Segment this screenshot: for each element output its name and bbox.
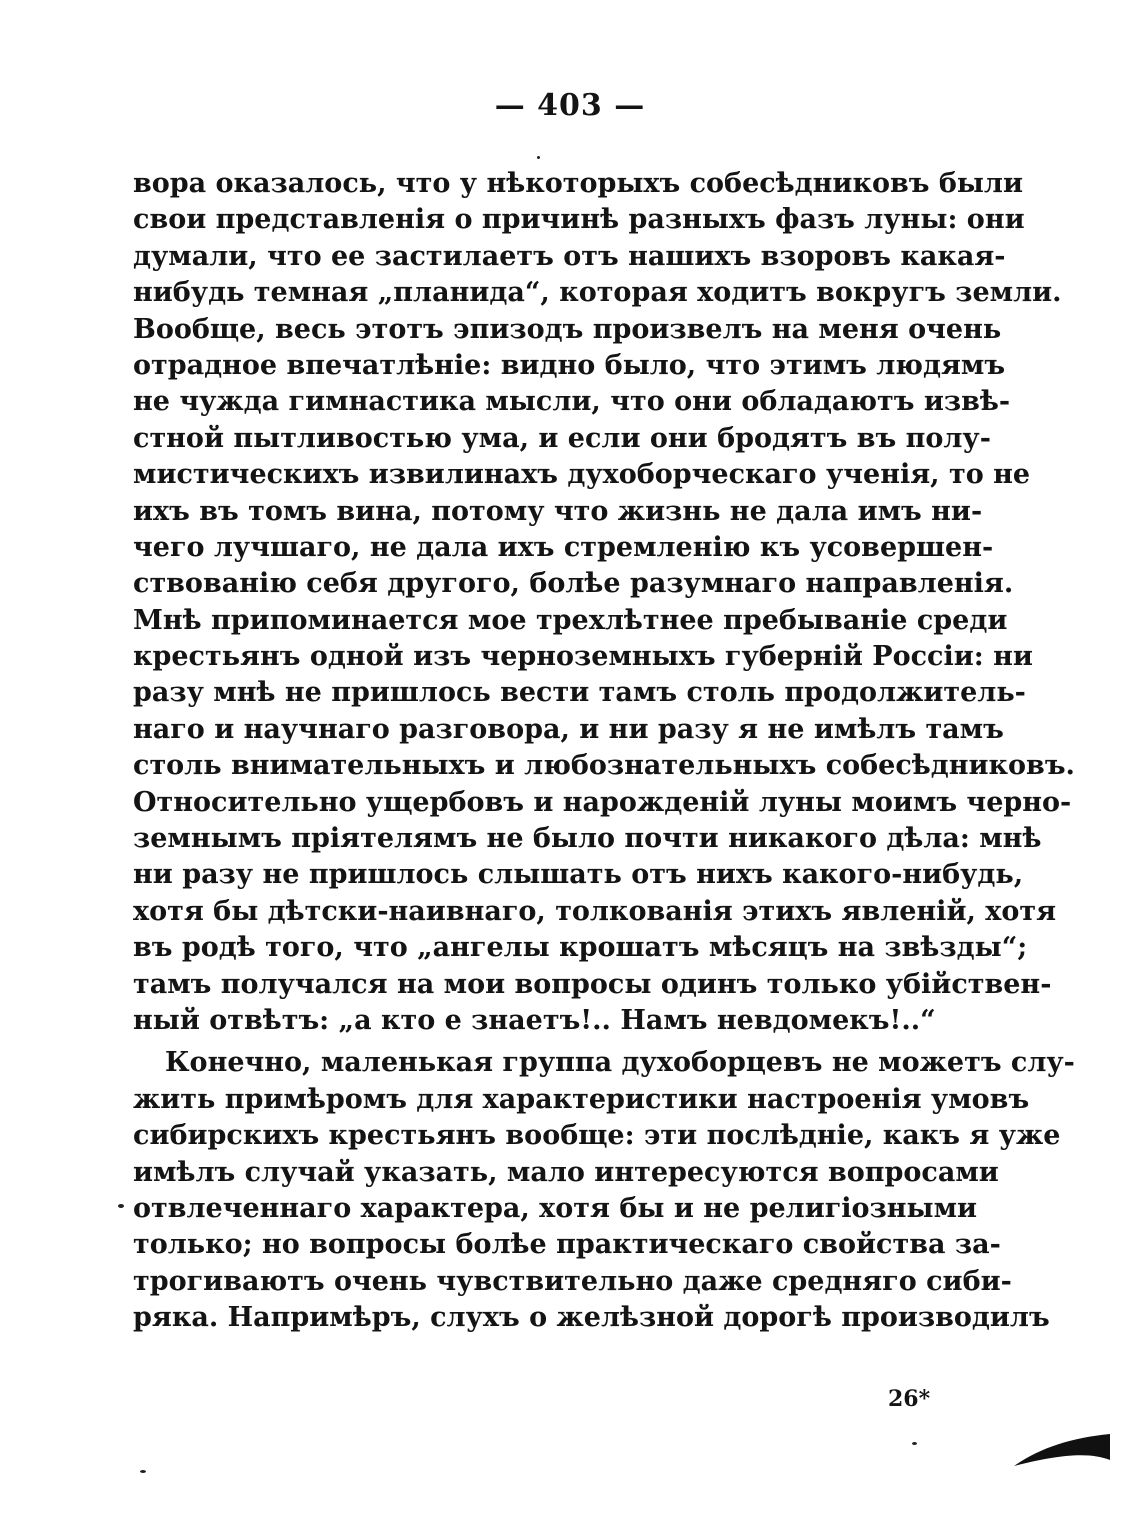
text-line: чего лучшаго, не дала ихъ стремленію къ усовершен- [133, 531, 994, 563]
text-line: ный отвѣтъ: „а кто е знаетъ!.. Намъ невдомекъ!..“ [133, 1004, 936, 1036]
page-curl-shadow [1010, 1420, 1120, 1480]
text-line: отвлеченнаго характера, хотя бы и не религіозными [133, 1192, 978, 1224]
paragraph [133, 166, 1075, 1039]
text-line: вора оказалось, что у нѣкоторыхъ собесѣдниковъ были [133, 168, 1023, 199]
text-line: нибудь темная „планида“, которая ходитъ вокругъ земли. [133, 277, 1062, 309]
body-text [133, 166, 1075, 1337]
text-line: ихъ въ томъ вина, потому что жизнь не дала имъ ни- [133, 495, 983, 527]
text-line: ствованію себя другого, болѣе разумнаго направленія. [133, 568, 1014, 600]
text-line: сибирскихъ крестьянъ вообще: эти послѣдніе, какъ я уже [133, 1120, 1061, 1152]
text-line: ряка. Напримѣръ, слухъ о желѣзной дорогѣ производилъ [133, 1302, 1050, 1334]
text-line: крестьянъ одной изъ черноземныхъ губерній Россіи: ни [133, 641, 1033, 673]
page-number: — 403 — [494, 88, 646, 123]
text-line: Мнѣ припоминается мое трехлѣтнее пребываніе среди [133, 604, 1008, 636]
text-line: отрадное впечатлѣніе: видно было, что этимъ людямъ [133, 349, 1006, 381]
text-line: трогиваютъ очень чувствительно даже средняго сиби- [133, 1265, 1012, 1297]
text-line: жить примѣромъ для характеристики настроенія умовъ [133, 1083, 1030, 1115]
text-line: только; но вопросы болѣе практическаго свойства за- [133, 1229, 1001, 1261]
text-line: Относительно ущербовъ и нарожденій луны моимъ черно- [133, 786, 1072, 818]
text-line: свои представленія о причинѣ разныхъ фазъ луны: они [133, 204, 1025, 236]
text-line: имѣлъ случай указать, мало интересуются вопросами [133, 1156, 999, 1188]
text-line: хотя бы дѣтски-наивнаго, толкованія этихъ явленій, хотя [133, 895, 1057, 927]
text-line: Конечно, маленькая группа духоборцевъ не можетъ слу- [165, 1047, 1075, 1079]
text-line: стной пытливостью ума, и если они бродятъ въ полу- [133, 422, 991, 454]
text-line: мистическихъ извилинахъ духоборческаго ученія, то не [133, 459, 1031, 491]
text-line: тамъ получался на мои вопросы одинъ только убійствен- [133, 968, 1052, 1000]
text-line: Вообще, весь этотъ эпизодъ произвелъ на меня очень [133, 313, 1002, 345]
paragraph [133, 1045, 1075, 1336]
scan-speck [140, 1470, 146, 1473]
text-line: думали, что ее застилаетъ отъ нашихъ взоровъ какая- [133, 240, 1006, 272]
text-line: столь внимательныхъ и любознательныхъ собесѣдниковъ. [133, 750, 1075, 782]
scan-speck [118, 1204, 124, 1208]
scan-speck [537, 156, 540, 159]
text-line: разу мнѣ не пришлось вести тамъ столь продолжитель- [133, 677, 1026, 709]
text-line: ни разу не пришлось слышать отъ нихъ какого-нибудь, [133, 859, 1024, 891]
text-line: наго и научнаго разговора, и ни разу я не имѣлъ тамъ [133, 713, 1004, 745]
text-line: не чужда гимнастика мысли, что они обладаютъ извѣ- [133, 386, 1011, 418]
printer-signature-mark: 26* [888, 1386, 931, 1412]
text-line: въ родѣ того, что „ангелы крошатъ мѣсяцъ на звѣзды“; [133, 932, 1028, 964]
scan-speck [912, 1442, 917, 1445]
text-line: земнымъ пріятелямъ не было почти никакого дѣла: мнѣ [133, 823, 1042, 855]
